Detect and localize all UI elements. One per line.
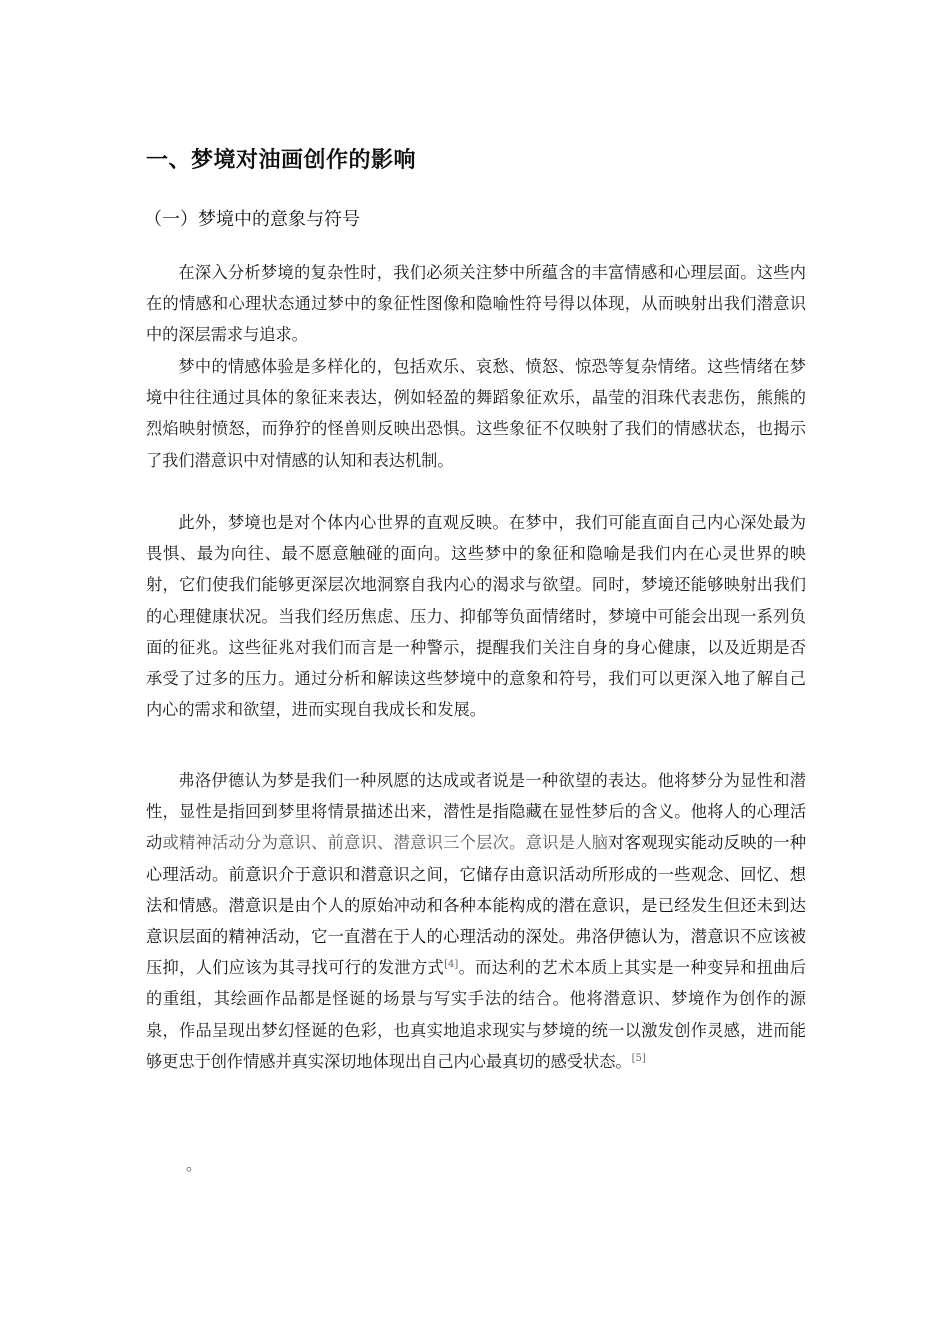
section-heading: 一、梦境对油画创作的影响 (146, 148, 417, 173)
citation-5: [5] (631, 1052, 646, 1064)
paragraph-4-intro: 弗洛伊德认为梦是我们一种夙愿的达成或者说是一种欲望的表达。他将梦分为显性和潜性，显性是指回到梦里将情景描述出来，潜性是指隐藏在显性梦后的含义。 (146, 771, 806, 822)
paragraph-4-bold-a: 他将人的心理活动 (146, 802, 807, 853)
paragraph-1: 在深入分析梦境的复杂性时，我们必须关注梦中所蕴含的丰富情感和心理层面。这些内在的情感和心理状态通过梦中的象征性图像和隐喻性符号得以体现，从而映射出我们潜意识中的深层需求与追求。 (146, 263, 806, 345)
paragraph-3: 此外，梦境也是对个体内心世界的直观反映。在梦中，我们可能直面自己内心深处最为畏惧、最为向往、最不愿意触碰的面向。这些梦中的象征和隐喻是我们内在心灵世界的映射，它们使我们能够更深层次地洞察自我内心的渴求与欲望。同时，梦境还能够映射出我们的心理健康状况。当我们经历焦虑、压力、抑郁等负面情绪时，梦境中可能会出现一系列负面的征兆。这些征兆对我们而言是一种警示，提醒我们关注自身的身心健康，以及近期是否承受了过多的压力。通过分析和解读这些梦境中的意象和符号，我们可以更深入地了解自己内心的需求和欲望，进而实现自我成长和发展。 (146, 513, 806, 720)
citation-4: [4] (444, 959, 459, 971)
subsection-heading: （一）梦境中的意象与符号 (144, 209, 360, 230)
paragraph-2: 梦中的情感体验是多样化的，包括欢乐、哀愁、愤怒、惊恐等复杂情绪。这些情绪在梦境中往往通过具体的象征来表达，例如轻盈的舞蹈象征欢乐，晶莹的泪珠代表悲伤，熊熊的烈焰映射愤怒，而狰狞的怪兽则反映出恐惧。这些象征不仅映射了我们的情感状态，也揭示了我们潜意识中对情感的认知和表达机制。 (146, 357, 806, 470)
paragraph-4-dali: 。而达利的艺术本质上其实是一种变异和扭曲后的重组，其绘画作品都是怪诞的场景与写实手法的结合。他将潜意识、梦境作为创作的源泉，作品呈现出梦幻怪诞的色彩，也真实地追求现实与梦境的统一以激发创作灵感，进而能够更忠于创作情感并真实深切地体现出自己内心最真切的感受状态。 (146, 958, 807, 1071)
paragraph-4 (146, 765, 806, 1077)
paragraph-4-bold-b: 对客观现实能动反映的一种心理活动。前意识介于意识和潜意识之间，它储存由意识活动所形成的一些观念、回忆、想法和情感。潜意识是由个人的原始冲动和各种本能构成的潜在意识，是已经发生但还未到达意识层面的精神活动，它一直潜在于人的心理活动的深处。弗洛伊德认为，潜意识不应该被压抑，人们应该为其寻找可行的发泄方式 (146, 833, 807, 978)
stray-period: 。 (186, 1155, 203, 1174)
paragraph-4-gray: 或精神活动分为意识、前意识、潜意识三个层次。意识是人脑 (162, 833, 609, 853)
